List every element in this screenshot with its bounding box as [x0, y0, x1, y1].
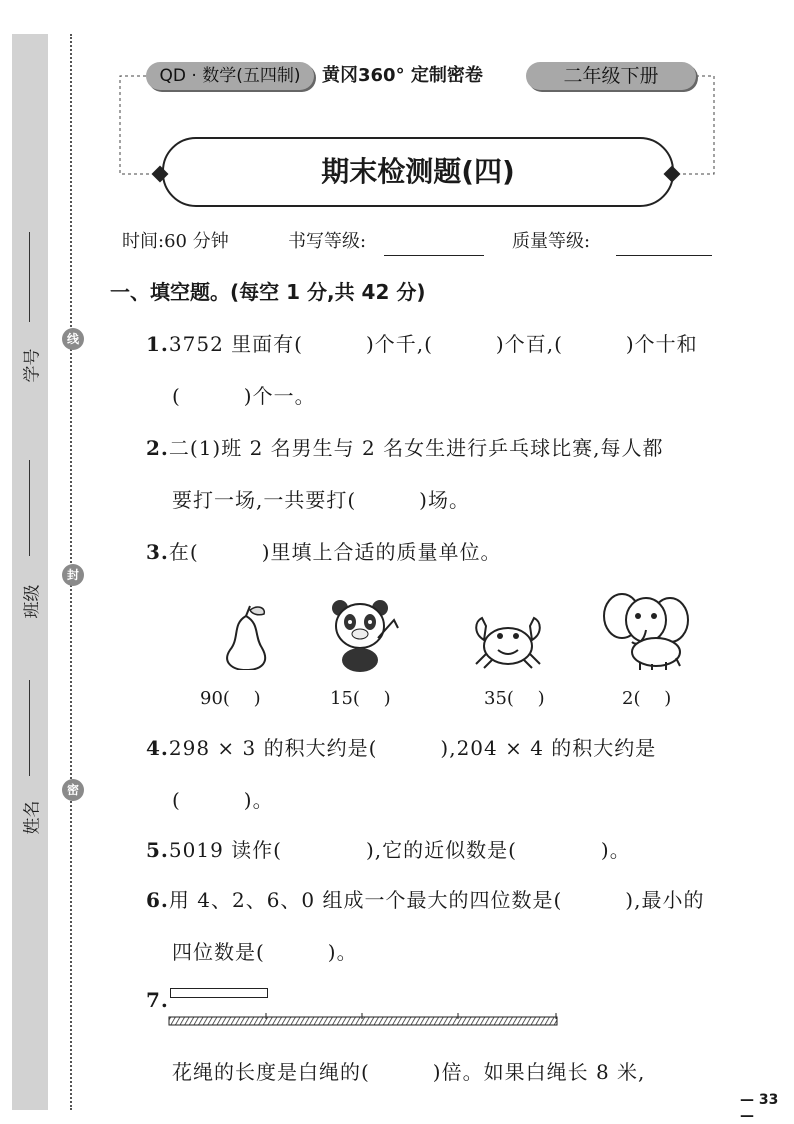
quality-grade-label: 质量等级: [512, 231, 591, 252]
seal-line-badge: 线 [62, 328, 84, 350]
question-4-line-2: ( )。 [172, 788, 274, 812]
page-number: — 33 — [740, 1092, 779, 1124]
panda-image [328, 598, 400, 674]
name-blank [29, 680, 30, 776]
question-number: 2. [146, 436, 169, 460]
seal-seal-badge: 封 [62, 564, 84, 586]
crab-answer: 35( ) [484, 688, 545, 709]
binding-strip [12, 34, 48, 1110]
question-5 [146, 834, 631, 863]
brand-text: 黄冈360° 定制密卷 [322, 65, 483, 86]
question-2 [146, 432, 663, 461]
white-rope [170, 988, 268, 998]
question-number: 4. [146, 736, 169, 760]
name-label: 姓名 [22, 800, 43, 835]
question-6 [146, 884, 704, 913]
student-id-label: 学号 [22, 348, 43, 383]
question-number: 5. [146, 838, 169, 862]
question-2-line-2: 要打一场,一共要打( )场。 [172, 488, 470, 512]
time-limit: 时间:60 分钟 [122, 231, 229, 252]
question-text: 3752 里面有( )个千,( )个百,( )个十和 [168, 332, 698, 356]
question-number: 6. [146, 888, 169, 912]
grade-pill: 二年级下册 [526, 62, 696, 90]
elephant-image [600, 586, 692, 672]
writing-grade-blank[interactable] [384, 229, 484, 256]
pear-answer: 90( ) [200, 688, 261, 709]
student-id-blank [29, 232, 30, 322]
question-number: 7. [146, 988, 169, 1012]
section-heading: 一、填空题。(每空 1 分,共 42 分) [110, 280, 426, 304]
pear-image [218, 604, 274, 670]
question-4 [146, 732, 656, 761]
question-text: 用 4、2、6、0 组成一个最大的四位数是( ),最小的 [168, 888, 705, 912]
question-1 [146, 328, 698, 357]
patterned-rope [168, 1013, 560, 1029]
question-number: 1. [146, 332, 169, 356]
series-pill: QD · 数学(五四制) [146, 62, 314, 90]
question-6-line-2: 四位数是( )。 [172, 940, 358, 964]
page-title: 期末检测题(四) [321, 155, 515, 188]
panda-answer: 15( ) [330, 688, 391, 709]
crab-image [470, 606, 546, 670]
question-text: 298 × 3 的积大约是( ),204 × 4 的积大约是 [168, 736, 657, 760]
seal-secret-badge: 密 [62, 779, 84, 801]
question-text: 5019 读作( ),它的近似数是( )。 [168, 838, 631, 862]
class-label: 班级 [22, 584, 43, 619]
question-7 [146, 988, 169, 1012]
question-text: 在( )里填上合适的质量单位。 [168, 540, 502, 564]
question-number: 3. [146, 540, 169, 564]
question-7-line-2: 花绳的长度是白绳的( )倍。如果白绳长 8 米, [172, 1060, 646, 1084]
elephant-answer: 2( ) [622, 688, 672, 709]
question-3 [146, 536, 502, 565]
class-blank [29, 460, 30, 556]
quality-grade-blank[interactable] [616, 229, 712, 256]
question-text: 二(1)班 2 名男生与 2 名女生进行乒乓球比赛,每人都 [168, 436, 664, 460]
question-1-line-2: ( )个一。 [172, 384, 316, 408]
writing-grade-label: 书写等级: [288, 231, 367, 252]
